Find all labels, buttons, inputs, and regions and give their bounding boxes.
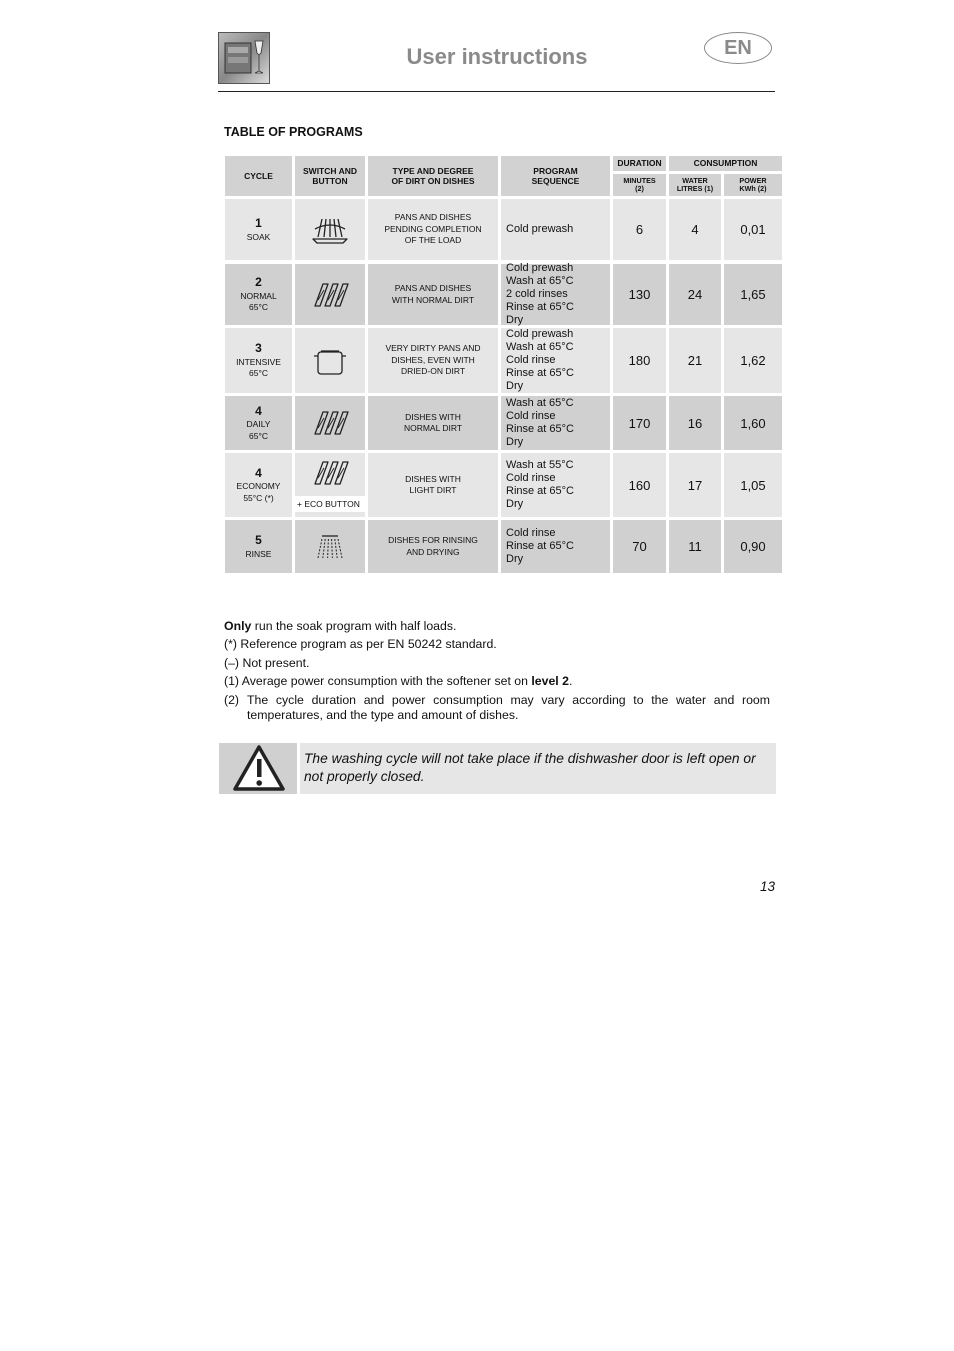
- sequence-step: Rinse at 65°C: [506, 423, 574, 435]
- power-cell: [724, 199, 782, 260]
- cycle-cell: [225, 520, 292, 573]
- minutes-cell: [613, 328, 666, 393]
- cycle-number: 2: [255, 275, 262, 290]
- dirt-cell: [368, 453, 498, 517]
- sequence-step: Cold prewash: [506, 223, 574, 236]
- minutes-value: 170: [628, 415, 651, 431]
- power-value: 0,90: [740, 539, 766, 554]
- warning-text: The washing cycle will not take place if the dishwasher door is left open or not properly closed.: [304, 751, 756, 784]
- power-cell: [724, 328, 782, 393]
- minutes-cell: [613, 264, 666, 325]
- water-cell: [669, 264, 721, 325]
- header-consumption: [669, 156, 782, 171]
- power-cell: [724, 396, 782, 450]
- cycle-name: RINSE: [245, 548, 272, 559]
- cycle-cell: [225, 453, 292, 517]
- minutes-value: 180: [628, 353, 651, 368]
- minutes-value: 70: [632, 539, 647, 554]
- sequence-step: Cold rinse: [506, 472, 556, 485]
- dirt-description: VERY DIRTY PANS AND DISHES, EVEN WITH DRIED-ON DIRT: [385, 343, 481, 377]
- sequence-step: Wash at 65°C: [506, 275, 574, 288]
- eco-button-label: + ECO BUTTON: [295, 496, 365, 512]
- cycle-name: DAILY: [246, 419, 271, 430]
- cycle-cell: [225, 264, 292, 325]
- sequence-step: Cold rinse: [506, 410, 556, 423]
- minutes-value: 160: [628, 477, 651, 493]
- cycle-name: INTENSIVE: [236, 356, 281, 367]
- header-dirt-label: TYPE AND DEGREE OF DIRT ON DISHES: [391, 165, 475, 186]
- cycle-temperature: 65°C: [249, 368, 268, 379]
- warning-icon-panel: [219, 743, 297, 794]
- header-minutes: [613, 174, 666, 196]
- header-cycle: [225, 156, 292, 196]
- header-consumption-label: CONSUMPTION: [693, 158, 758, 169]
- cycle-cell: [225, 328, 292, 393]
- water-value: 11: [688, 539, 702, 554]
- note-duration: [224, 693, 770, 723]
- header-sequence: [501, 156, 610, 196]
- section-title: TABLE OF PROGRAMS: [224, 125, 363, 139]
- cycle-cell: [225, 396, 292, 450]
- sequence-step: Cold rinse: [506, 527, 556, 540]
- soak-icon: [309, 213, 351, 247]
- sequence-step: Rinse at 65°C: [506, 485, 574, 497]
- sequence-cell: [501, 264, 610, 325]
- cycle-number: 3: [255, 341, 262, 356]
- sequence-step: Rinse at 65°C: [506, 300, 574, 313]
- cycle-name: NORMAL: [240, 290, 277, 301]
- cycle-number: 5: [255, 532, 262, 547]
- cycle-number: 4: [255, 465, 262, 480]
- sequence-step: Cold prewash: [506, 262, 574, 275]
- minutes-value: 130: [628, 287, 651, 302]
- water-value: 16: [687, 415, 703, 431]
- minutes-cell: [613, 199, 666, 260]
- water-value: 24: [687, 287, 703, 302]
- water-value: 4: [691, 222, 699, 237]
- economy-icon: [309, 456, 351, 490]
- minutes-cell: [613, 520, 666, 573]
- switch-cell: [295, 520, 365, 573]
- power-value: 1,62: [740, 353, 766, 368]
- sequence-step: Cold rinse: [506, 354, 556, 367]
- note-soak-bold: Only: [224, 619, 252, 633]
- warning-triangle-icon: [219, 743, 297, 794]
- dirt-description: PANS AND DISHES WITH NORMAL DIRT: [391, 283, 475, 305]
- language-badge: EN: [704, 32, 772, 64]
- water-value: 17: [687, 477, 703, 493]
- header-power-label: POWER KWh (2): [739, 175, 767, 193]
- sequence-cell: [501, 396, 610, 450]
- note-reference: (*) Reference program as per EN 50242 standard.: [224, 637, 497, 651]
- water-cell: [669, 453, 721, 517]
- cycle-number: 4: [255, 403, 262, 418]
- header-water: [669, 174, 721, 196]
- cycle-temperature: 65°C: [249, 302, 268, 313]
- dirt-description: DISHES WITH LIGHT DIRT: [405, 473, 461, 495]
- header-dirt: [368, 156, 498, 196]
- note-soak: [224, 619, 770, 634]
- daily-icon: [309, 406, 351, 440]
- note-duration-text: The cycle duration and power consumption may vary according to the water and room temperatures, and the type and amount of dishes.: [247, 693, 770, 722]
- dirt-cell: [368, 264, 498, 325]
- pot-icon: [309, 344, 351, 378]
- minutes-cell: [613, 453, 666, 517]
- note-not-present: (–) Not present.: [224, 656, 310, 670]
- header-switch-label: SWITCH AND BUTTON: [303, 165, 357, 186]
- dirt-description: DISHES FOR RINSING AND DRYING: [388, 535, 478, 557]
- cycle-cell: [225, 199, 292, 260]
- note-average-prefix: (1) Average power consumption with the softener set on: [224, 674, 532, 688]
- switch-cell: [295, 453, 365, 517]
- minutes-cell: [613, 396, 666, 450]
- sequence-cell: [501, 328, 610, 393]
- page-number: 13: [759, 879, 775, 894]
- sequence-step: Dry: [506, 552, 524, 565]
- sequence-step: Dry: [506, 435, 524, 448]
- power-value: 0,01: [740, 222, 766, 237]
- note-average-bold: level 2: [531, 674, 569, 688]
- cycle-name: SOAK: [246, 231, 271, 242]
- dirt-cell: [368, 199, 498, 260]
- water-cell: [669, 199, 721, 260]
- rinse-icon: [309, 530, 351, 564]
- header-divider: [218, 91, 775, 92]
- note-soak-text: run the soak program with half loads.: [251, 619, 457, 633]
- water-cell: [669, 520, 721, 573]
- sequence-cell: [501, 520, 610, 573]
- cycle-temperature: 65°C: [249, 430, 268, 441]
- sequence-step: 2 cold rinses: [506, 288, 568, 301]
- power-cell: [724, 520, 782, 573]
- power-cell: [724, 264, 782, 325]
- sequence-step: Wash at 65°C: [506, 341, 574, 354]
- power-value: 1,60: [740, 415, 766, 431]
- page-header-title: User instructions: [406, 44, 588, 69]
- sequence-cell: [501, 199, 610, 260]
- sequence-step: Rinse at 65°C: [506, 366, 574, 379]
- header-water-label: WATER LITRES (1): [676, 175, 714, 193]
- sequence-step: Wash at 55°C: [506, 459, 574, 472]
- switch-cell: [295, 264, 365, 325]
- sequence-cell: [501, 453, 610, 517]
- power-cell: [724, 453, 782, 517]
- header-cycle-label: CYCLE: [244, 170, 273, 181]
- water-value: 21: [687, 353, 703, 368]
- dishwasher-logo: [218, 32, 270, 84]
- power-value: 1,65: [740, 287, 766, 302]
- sequence-step: Dry: [506, 497, 524, 510]
- switch-cell: [295, 396, 365, 450]
- header-sequence-label: PROGRAM SEQUENCE: [531, 165, 580, 186]
- dirt-description: DISHES WITH NORMAL DIRT: [403, 411, 463, 433]
- sequence-step: Wash at 65°C: [506, 397, 574, 410]
- cycle-name: ECONOMY: [236, 481, 281, 492]
- cycle-number: 1: [255, 215, 262, 230]
- dirt-cell: [368, 396, 498, 450]
- warning-separator: [297, 743, 300, 794]
- sequence-step: Cold prewash: [506, 328, 574, 341]
- switch-cell: [295, 328, 365, 393]
- note-average-power: [224, 674, 770, 689]
- switch-cell: [295, 199, 365, 260]
- cycle-temperature: 55°C (*): [243, 492, 274, 503]
- header-switch: [295, 156, 365, 196]
- note-average-suffix: .: [568, 674, 573, 688]
- water-cell: [669, 328, 721, 393]
- sequence-step: Dry: [506, 379, 524, 392]
- dirt-cell: [368, 328, 498, 393]
- power-value: 1,05: [740, 477, 766, 493]
- sequence-step: Dry: [506, 313, 524, 326]
- note-duration-marker: (2): [224, 693, 240, 707]
- header-duration-label: DURATION: [617, 158, 662, 169]
- dirt-description: PANS AND DISHES PENDING COMPLETION OF THE LOAD: [384, 212, 482, 246]
- normal-icon: [309, 278, 351, 312]
- water-cell: [669, 396, 721, 450]
- sequence-step: Rinse at 65°C: [506, 540, 574, 553]
- header-minutes-label: MINUTES (2): [623, 175, 656, 193]
- header-power: [724, 174, 782, 196]
- header-duration: [613, 156, 666, 171]
- dirt-cell: [368, 520, 498, 573]
- minutes-value: 6: [635, 222, 644, 237]
